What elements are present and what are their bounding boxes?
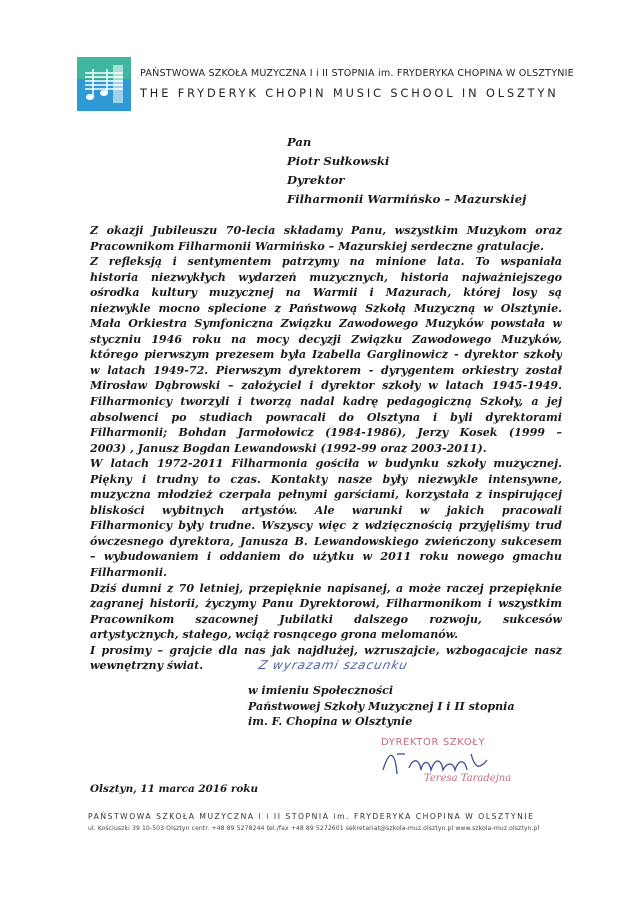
body-line: Filharmonicy tworzyli i tworzą nadal kadrę pedagogiczną Szkoły, a jej xyxy=(90,395,562,409)
body-line: ówczesnego dyrektora, Janusza B. Lewandowskiego zwieńczony sukcesem xyxy=(90,534,562,548)
body-line: styczniu 1946 roku na mocy decyzji Związku Zawodowego Muzyków, xyxy=(90,332,562,346)
signoff-line: Państwowej Szkoły Muzycznej I i II stopnia xyxy=(248,699,515,713)
body-line: niezwykle mocno splecione z Państwową Szkołą Muzyczną w Olsztynie. xyxy=(90,301,562,315)
handwritten-greeting: Z wyrazami szacunku xyxy=(257,658,410,672)
signoff-line: im. F. Chopina w Olsztynie xyxy=(248,715,413,728)
body-line: 2003) , Janusz Bogdan Lewandowski (1992-99 oraz 2003-2011). xyxy=(90,441,487,455)
signoff-block xyxy=(248,683,515,730)
body-line: Z okazji Jubileuszu 70-lecia składamy Panu, wszystkim Muzykom oraz xyxy=(90,224,562,237)
body-line: w latach 1949-72. Pierwszym dyrektorem - dyrygentem orkiestry został xyxy=(90,363,562,377)
body-line: I prosimy – grajcie dla nas jak najdłużej, wzruszajcie, wzbogacajcie nasz xyxy=(90,643,562,657)
body-line: Z refleksją i sentymentem patrzymy na minione lata. To wspaniała xyxy=(90,255,562,269)
footer-line-2: ul. Kościuszki 39 10-503 Olsztyn centr. +48 89 5278244 tel./fax +48 89 5272601 sekretariat@szkola-muz.olsztyn.pl www.szkola-muz.olsztyn.pl xyxy=(88,825,540,832)
recipient-line: Pan xyxy=(287,135,312,149)
body-line: W latach 1972-2011 Filharmonia gościła w budynku szkoły muzycznej. xyxy=(90,457,562,471)
recipient-line: Dyrektor xyxy=(287,173,345,187)
body-line: Pracownikom Filharmonii Warmińsko – Mazurskiej serdeczne gratulacje. xyxy=(90,239,544,253)
body-line: Filharmonii; Bohdan Jarmołowicz (1984-1986), Jerzy Kosek (1999 – xyxy=(90,426,562,440)
body-line: zagranej historii, życzymy Panu Dyrektorowi, Filharmonikom i wszystkim xyxy=(90,597,562,611)
letter-body xyxy=(90,223,562,674)
body-line: Filharmonii. xyxy=(90,566,167,580)
body-line: muzyczna młodzież czerpała pełnymi garściami, korzystała z inspirującej xyxy=(90,488,562,502)
body-line: absolwenci po studiach powracali do Olsztyna i byli dyrektorami xyxy=(90,410,562,424)
recipient-block xyxy=(287,133,526,209)
letterhead-line-2: THE FRYDERYK CHOPIN MUSIC SCHOOL IN OLSZTYN xyxy=(140,87,559,100)
body-line: historia niezwykłych wydarzeń muzycznych, historia najważniejszego xyxy=(90,270,562,284)
body-line: Mała Orkiestra Symfoniczna Związku Zawodowego Muzyków powstała w xyxy=(90,317,562,331)
body-line: artystycznych, stałego, wciąż rosnącego grona melomanów. xyxy=(90,628,458,642)
body-line: którego pierwszym prezesem była Izabella Garglinowicz - dyrektor szkoły xyxy=(90,348,562,362)
body-line: bliskości wybitnych artystów. Ale warunki w jakich pracowali xyxy=(90,503,562,517)
body-line: – wybudowaniem i oddaniem do użytku w 2011 roku nowego gmachu xyxy=(90,550,562,564)
body-line: Piękny i trudny to czas. Kontakty nasze były niezwykle intensywne, xyxy=(90,472,562,486)
body-line: wewnętrzny świat. xyxy=(90,659,204,673)
body-line: Filharmonicy były trudne. Wszyscy więc z wdzięcznością przyjęliśmy trud xyxy=(90,519,562,533)
letter-date: Olsztyn, 11 marca 2016 roku xyxy=(90,783,259,795)
footer-line-1: PAŃSTWOWA SZKOŁA MUZYCZNA I i II STOPNIA im. FRYDERYKA CHOPINA W OLSZTYNIE xyxy=(88,812,535,821)
body-line: Mirosław Dąbrowski – założyciel i dyrektor szkoły w latach 1945-1949. xyxy=(90,379,562,393)
letterhead-line-1: PAŃSTWOWA SZKOŁA MUZYCZNA I i II STOPNIA im. FRYDERYKA CHOPINA W OLSZTYNIE xyxy=(140,68,574,79)
stamp-title: DYREKTOR SZKOŁY xyxy=(381,737,486,748)
stamp-name: Teresa Taradejna xyxy=(424,773,512,784)
school-logo xyxy=(77,57,131,111)
body-line: Dziś dumni z 70 letniej, przepięknie napisanej, a może raczej przepięknie xyxy=(90,581,562,595)
body-line: Pracownikom szacownej Jubilatki dalszego rozwoju, sukcesów xyxy=(90,612,562,626)
recipient-line: Filharmonii Warmińsko – Mazurskiej xyxy=(287,192,527,206)
recipient-line: Piotr Sułkowski xyxy=(287,154,390,168)
body-line: ośrodka kultury muzycznej na Warmii i Mazurach, której losy są xyxy=(90,286,562,300)
signoff-line: w imieniu Społeczności xyxy=(248,684,394,697)
